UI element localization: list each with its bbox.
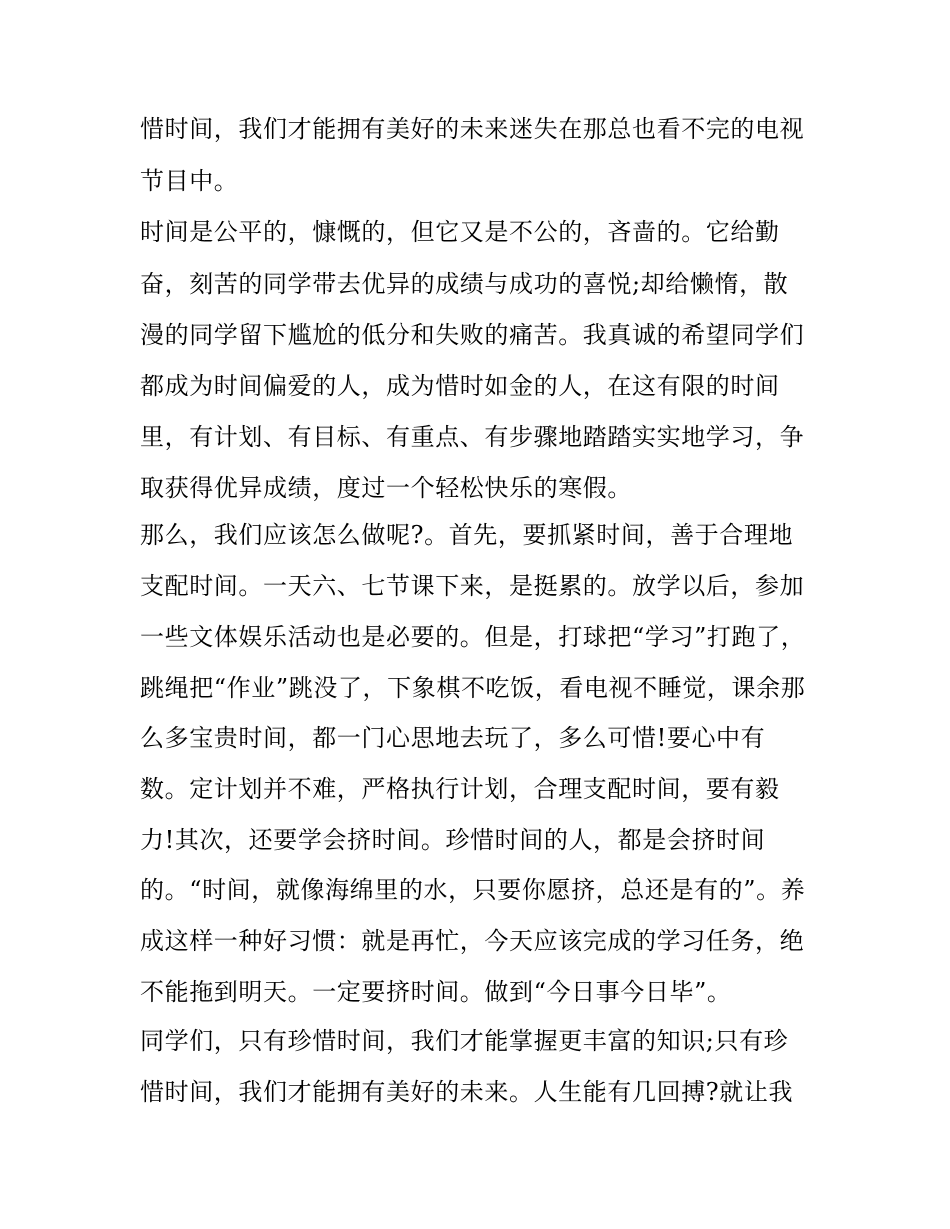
text-line: 么多宝贵时间，都一门心思地去玩了，多么可惜!要心中有	[140, 724, 766, 752]
text-line: 跳绳把“作业”跳没了，下象棋不吃饭，看电视不睡觉，课余那	[140, 674, 806, 702]
text-line: 那么，我们应该怎么做呢?。首先，要抓紧时间，善于合理地	[140, 521, 794, 549]
text-line: 惜时间，我们才能拥有美好的未来迷失在那总也看不完的电视	[140, 115, 805, 143]
text-line: 奋，刻苦的同学带去优异的成绩与成功的喜悦;却给懒惰，散	[140, 270, 789, 298]
text-line: 的。“时间，就像海绵里的水，只要你愿挤，总还是有的”。养	[140, 876, 806, 904]
text-line: 取获得优异成绩，度过一个轻松快乐的寒假。	[140, 474, 632, 502]
text-line: 漫的同学留下尴尬的低分和失败的痛苦。我真诚的希望同学们	[140, 321, 805, 349]
text-line: 时间是公平的，慷慨的，但它又是不公的，吝啬的。它给勤	[140, 218, 780, 246]
text-line: 同学们，只有珍惜时间，我们才能掌握更丰富的知识;只有珍	[140, 1027, 789, 1055]
text-line: 成这样一种好习惯：就是再忙，今天应该完成的学习任务，绝	[140, 927, 805, 955]
text-line: 力!其次，还要学会挤时间。珍惜时间的人，都是会挤时间	[140, 826, 766, 854]
text-line: 数。定计划并不难，严格执行计划，合理支配时间，要有毅	[140, 775, 780, 803]
text-line: 都成为时间偏爱的人，成为惜时如金的人，在这有限的时间	[140, 372, 780, 400]
text-line: 支配时间。一天六、七节课下来，是挺累的。放学以后，参加	[140, 572, 805, 600]
text-line: 不能拖到明天。一定要挤时间。做到“今日事今日毕”。	[140, 978, 732, 1006]
text-line: 惜时间，我们才能拥有美好的未来。人生能有几回搏?就让我	[140, 1078, 794, 1106]
text-line: 节目中。	[140, 167, 239, 195]
text-line: 里，有计划、有目标、有重点、有步骤地踏踏实实地学习，争	[140, 423, 805, 451]
text-line: 一些文体娱乐活动也是必要的。但是，打球把“学习”打跑了，	[140, 623, 806, 651]
